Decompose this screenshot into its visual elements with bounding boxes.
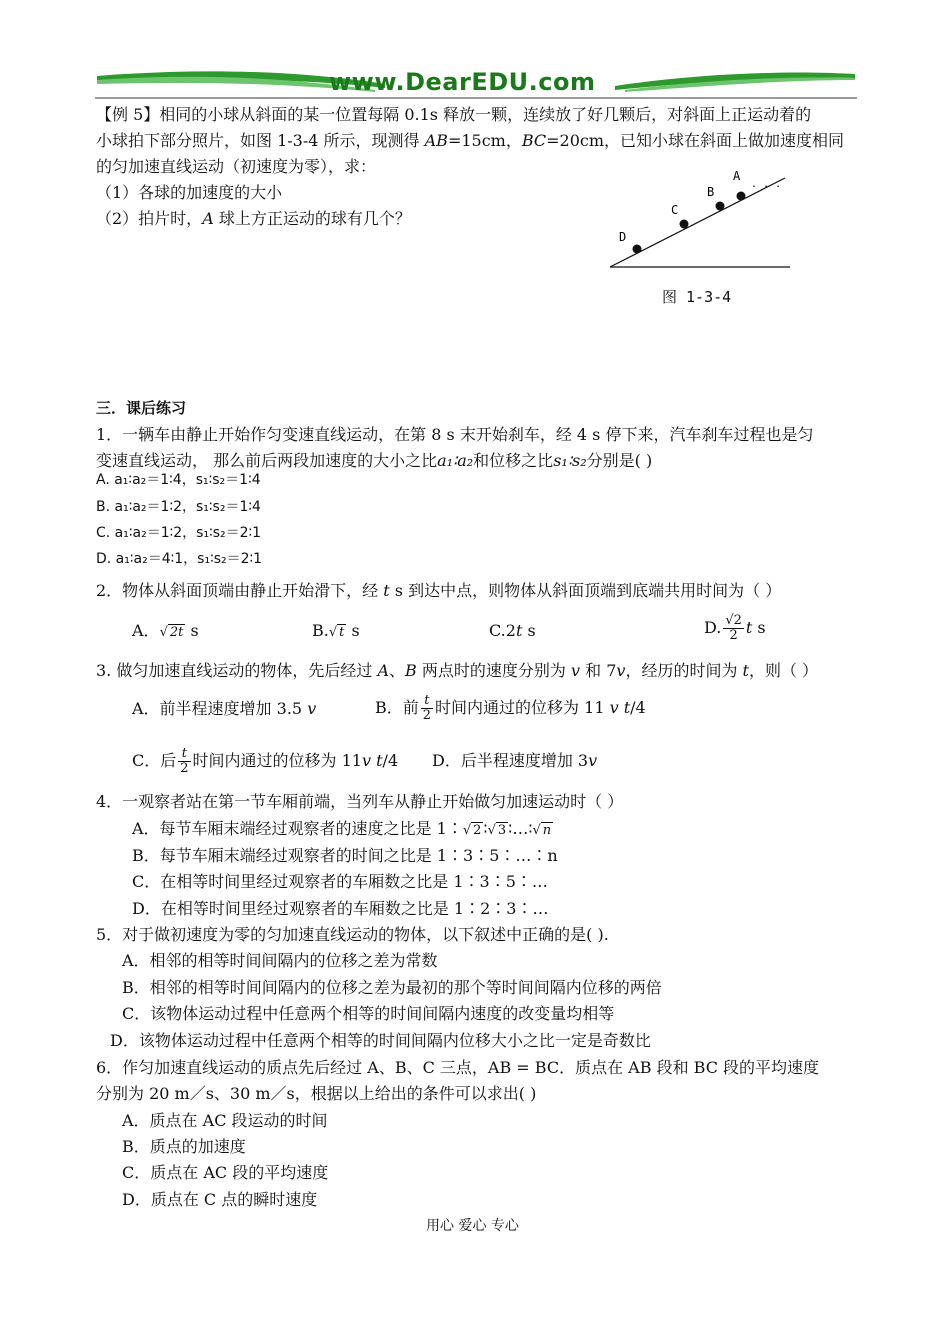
q4-option-b[interactable]: B．每节车厢末端经过观察者的时间之比是 1∶3∶5∶…∶n: [132, 846, 558, 865]
text: 变速直线运动， 那么前后两段加速度的大小之比: [96, 451, 438, 470]
text: 球上方正运动的球有几个？: [213, 209, 411, 228]
incline-diagram: [605, 165, 800, 275]
q1-option-d[interactable]: D. a₁∶a₂＝4∶1，s₁∶s₂＝2∶1: [96, 551, 263, 567]
q1-option-b[interactable]: B. a₁∶a₂＝1∶2，s₁∶s₂＝1∶4: [96, 499, 261, 515]
q4-option-d[interactable]: D．在相等时间里经过观察者的车厢数之比是 1∶2∶3∶…: [132, 899, 549, 918]
header-banner: [95, 64, 857, 104]
q3-option-b[interactable]: B．前 $\frac{t}{2}$ 时间内通过的位移为 11 v t/4: [375, 693, 646, 723]
ratio-a: a₁∶a₂: [437, 451, 474, 470]
text: D.: [704, 618, 722, 637]
q2-option-b[interactable]: [312, 618, 360, 646]
text: s: [346, 621, 360, 640]
var-t: t: [383, 581, 390, 600]
q3-option-a[interactable]: A．前半程速度增加 3.5 v: [132, 699, 317, 718]
figure-incline: [605, 165, 800, 275]
sqrt-2t: √ 2t: [159, 625, 184, 640]
var-a: A: [202, 209, 214, 228]
example-question-2: [96, 206, 411, 232]
var-ab: AB: [424, 131, 448, 150]
ball-c: [680, 220, 689, 229]
q6-line-1: 6．作匀加速直线运动的质点先后经过 A、B、C 三点，AB = BC．质点在 AB 段和 BC 段的平均速度: [96, 1058, 820, 1077]
label-a: A: [733, 169, 741, 183]
text: A．: [132, 621, 160, 640]
sqrt-n: √ n: [532, 823, 552, 838]
q5-option-a[interactable]: A．相邻的相等时间间隔内的位移之差为常数: [122, 951, 438, 970]
incline-line: [610, 178, 785, 267]
fraction: $\frac{t}{2}$: [180, 746, 189, 776]
q6-line-2: 分别为 20 m／s、30 m／s，根据以上给出的条件可以求出( ): [96, 1084, 537, 1103]
text: s: [752, 618, 766, 637]
q2-option-a[interactable]: [132, 618, 199, 646]
q4-stem: 4．一观察者站在第一节车厢前端，当列车从静止开始做匀加速运动时（ ）: [96, 792, 624, 811]
q2-option-c[interactable]: [489, 618, 536, 644]
ball-b: [716, 202, 725, 211]
text: =15cm，: [447, 131, 522, 150]
var-t: t: [745, 618, 753, 637]
q6-option-a[interactable]: A．质点在 AC 段运动的时间: [122, 1111, 328, 1130]
text: B.: [312, 621, 329, 640]
ball-a: [737, 192, 746, 201]
q1-line-1: 1．一辆车由静止开始作匀变速直线运动，在第 8 s 末开始刹车，经 4 s 停下来，汽车刹车过程也是匀: [96, 425, 814, 444]
q5-option-d[interactable]: D．该物体运动过程中任意两个相等的时间间隔内位移大小之比一定是奇数比: [110, 1031, 651, 1050]
q6-option-b[interactable]: B．质点的加速度: [122, 1137, 246, 1156]
q6-option-c[interactable]: C．质点在 AC 段的平均速度: [122, 1163, 329, 1182]
footer-text: 用心 爱心 专心: [426, 1218, 519, 1234]
text: C.2: [489, 621, 516, 640]
var-t: t: [515, 621, 523, 640]
fraction: $\frac{t}{2}$: [422, 693, 432, 723]
q3-stem: 3. 做匀加速直线运动的物体，先后经过 A、B 两点时的速度分别为 v 和 7v，经历的时间为 t，则（ ）: [96, 661, 819, 680]
example-line-2: [96, 128, 844, 154]
text: =20cm，已知小球在斜面上做加速度相同: [546, 131, 845, 150]
text: s: [522, 621, 536, 640]
text: 分别是( ): [586, 451, 653, 470]
figure-caption: 图 1-3-4: [662, 288, 732, 306]
q5-option-c[interactable]: C．该物体运动过程中任意两个相等的时间间隔内速度的改变量均相等: [122, 1004, 615, 1023]
label-b: B: [707, 185, 715, 199]
section-title: 三．课后练习: [96, 399, 187, 417]
ball-d: [633, 245, 642, 254]
q6-option-d[interactable]: D．质点在 C 点的瞬时速度: [122, 1190, 318, 1209]
label-dots: . . .: [751, 179, 782, 190]
q1-option-c[interactable]: C. a₁∶a₂＝1∶2，s₁∶s₂＝2∶1: [96, 525, 262, 541]
sqrt-2: √ 2: [462, 823, 482, 838]
q1-option-a[interactable]: A. a₁∶a₂＝1∶4，s₁∶s₂＝1∶4: [96, 472, 261, 488]
example-question-1: （1）各球的加速度的大小: [96, 183, 283, 202]
text: 和位移之比: [473, 451, 554, 470]
q5-option-b[interactable]: B．相邻的相等时间间隔内的位移之差为最初的那个等时间间隔内位移的两倍: [122, 978, 662, 997]
q2-stem: [96, 578, 781, 604]
example-line-1: 【例 5】相同的小球从斜面的某一位置每隔 0.1s 释放一颗，连续放了好几颗后，对斜面上正运动着的: [96, 105, 812, 124]
text: 2．物体从斜面顶端由静止开始滑下，经: [96, 581, 384, 600]
q2-option-d[interactable]: [704, 608, 766, 648]
fraction: $\frac{√2}{2}$: [725, 613, 742, 643]
q3-option-d[interactable]: D．后半程速度增加 3v: [432, 751, 598, 770]
text: （2）拍片时，: [96, 209, 203, 228]
label-d: D: [619, 230, 627, 244]
text: 小球拍下部分照片，如图 1-3-4 所示，现测得: [96, 131, 425, 150]
ratio-s: s₁∶s₂: [553, 451, 587, 470]
example-line-3: 的匀加速直线运动（初速度为零），求：: [96, 157, 377, 176]
text: s: [185, 621, 199, 640]
var-bc: BC: [521, 131, 547, 150]
q5-stem: 5．对于做初速度为零的匀加速直线运动的物体，以下叙述中正确的是( ).: [96, 925, 609, 944]
label-c: C: [671, 203, 679, 217]
site-name[interactable]: www.DearEDU.com: [329, 68, 596, 96]
sqrt-3: √ 3: [487, 823, 507, 838]
q4-option-c[interactable]: C．在相等时间里经过观察者的车厢数之比是 1∶3∶5∶…: [132, 872, 548, 891]
q4-option-a[interactable]: A．每节车厢末端经过观察者的速度之比是 1∶√ 2 ∶√ 3 ∶…∶√ n: [132, 816, 553, 844]
sqrt-t: √ t: [328, 625, 345, 640]
text: s 到达中点，则物体从斜面顶端到底端共用时间为（ ）: [389, 581, 782, 600]
q3-option-c[interactable]: C．后 $\frac{t}{2}$ 时间内通过的位移为 11v t/4: [132, 746, 399, 776]
